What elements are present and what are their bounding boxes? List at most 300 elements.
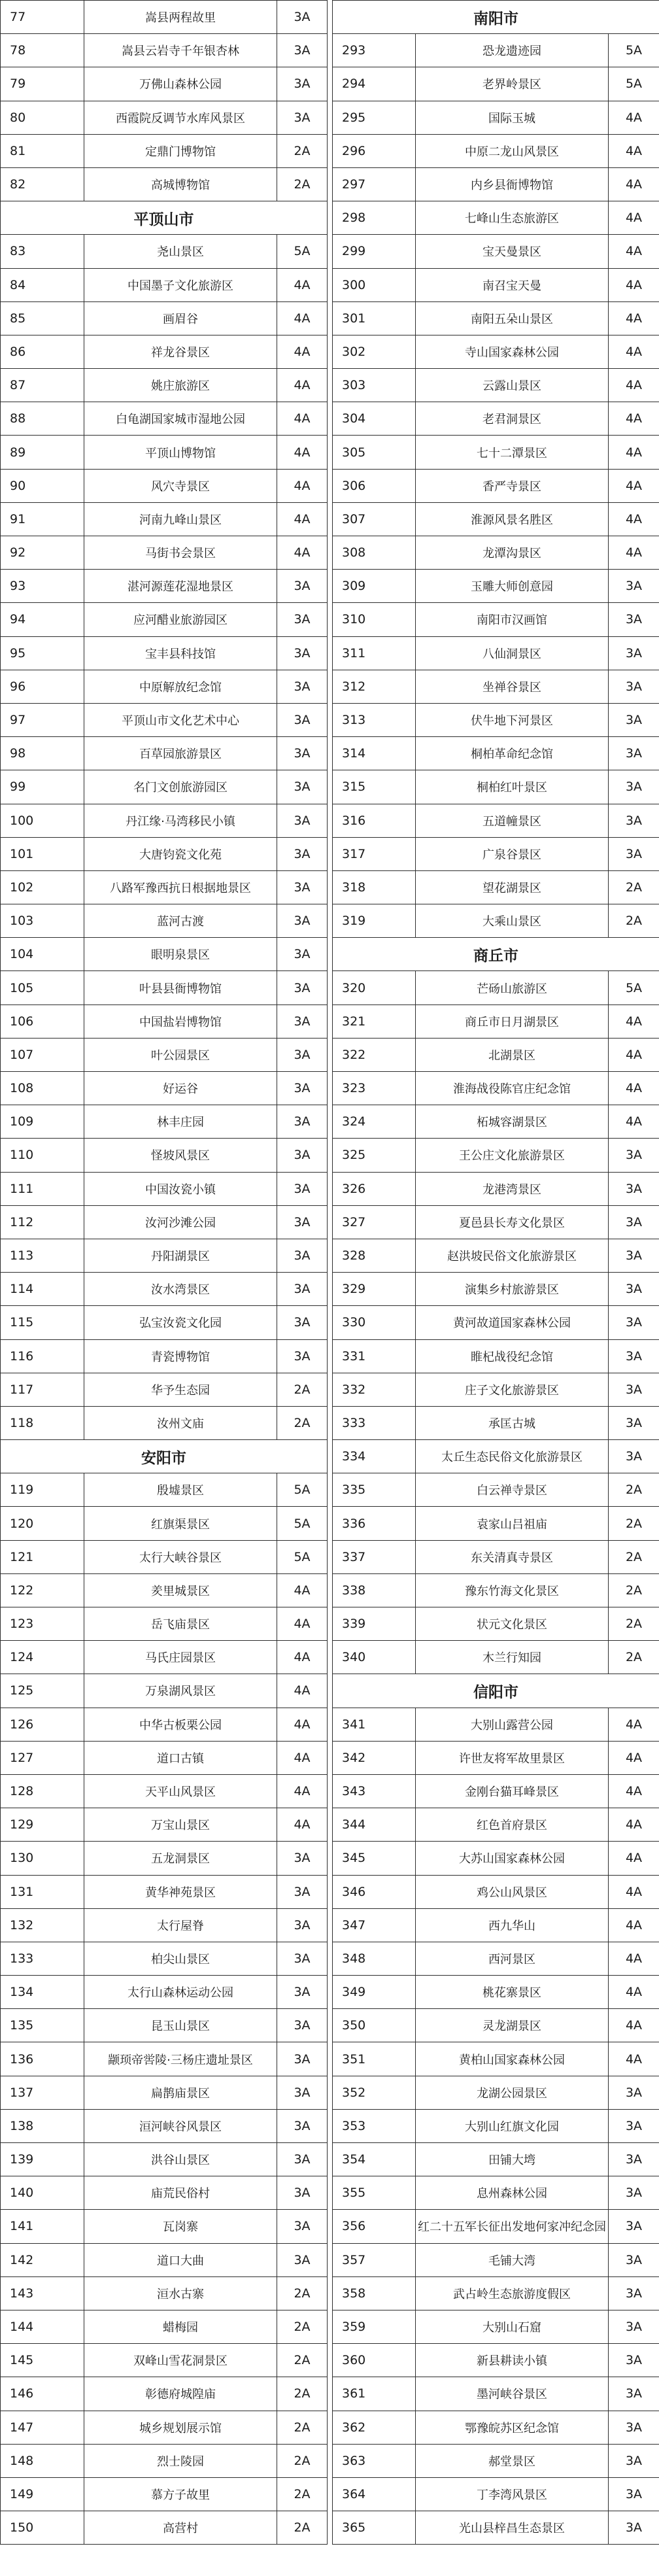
scenic-spot-name: 柘城容湖景区 — [416, 1105, 609, 1139]
rating-level: 3A — [609, 1239, 659, 1272]
column-gap — [328, 603, 333, 636]
row-number: 117 — [1, 1373, 84, 1406]
column-gap — [328, 436, 333, 469]
row-number: 88 — [1, 402, 84, 436]
rating-level: 4A — [609, 469, 659, 502]
row-number: 83 — [1, 235, 84, 268]
table-row — [1, 570, 659, 603]
rating-level: 3A — [277, 837, 328, 870]
rating-level: 2A — [277, 2344, 328, 2377]
rating-level: 3A — [609, 2210, 659, 2243]
scenic-spot-name: 烈士陵园 — [84, 2444, 277, 2477]
table-row — [1, 101, 659, 134]
scenic-spot-name: 汝州文庙 — [84, 1406, 277, 1439]
scenic-spot-name: 息州森林公园 — [416, 2176, 609, 2210]
rating-level: 3A — [609, 636, 659, 670]
column-gap — [328, 1708, 333, 1741]
table-row — [1, 1540, 659, 1573]
row-number: 331 — [333, 1339, 416, 1373]
rating-level: 4A — [609, 436, 659, 469]
scenic-spot-name: 芒砀山旅游区 — [416, 971, 609, 1005]
table-row — [1, 1239, 659, 1272]
scenic-spot-name: 丁李湾风景区 — [416, 2477, 609, 2511]
row-number: 94 — [1, 603, 84, 636]
rating-level: 3A — [277, 2243, 328, 2276]
table-row — [1, 770, 659, 804]
row-number: 304 — [333, 402, 416, 436]
rating-level: 3A — [277, 570, 328, 603]
rating-level: 2A — [277, 2377, 328, 2411]
row-number: 103 — [1, 904, 84, 938]
scenic-spot-name: 状元文化景区 — [416, 1607, 609, 1641]
row-number: 360 — [333, 2344, 416, 2377]
rating-level: 2A — [277, 2511, 328, 2545]
scenic-spot-name: 庄子文化旅游景区 — [416, 1373, 609, 1406]
scenic-spot-name: 玉雕大师创意园 — [416, 570, 609, 603]
table-row — [1, 1908, 659, 1942]
row-number: 350 — [333, 2009, 416, 2042]
rating-level: 4A — [609, 1072, 659, 1105]
row-number: 81 — [1, 134, 84, 167]
rating-level: 5A — [277, 1473, 328, 1507]
row-number: 138 — [1, 2109, 84, 2142]
row-number: 310 — [333, 603, 416, 636]
column-gap — [328, 536, 333, 570]
scenic-spot-name: 八路军豫西抗日根据地景区 — [84, 870, 277, 904]
row-number: 85 — [1, 301, 84, 335]
rating-level: 3A — [277, 670, 328, 703]
scenic-spot-name: 西九华山 — [416, 1908, 609, 1942]
row-number: 145 — [1, 2344, 84, 2377]
row-number: 86 — [1, 335, 84, 368]
table-row — [1, 2411, 659, 2444]
rating-level: 3A — [609, 837, 659, 870]
scenic-spot-name: 内乡县衙博物馆 — [416, 167, 609, 201]
column-gap — [328, 837, 333, 870]
row-number: 139 — [1, 2143, 84, 2176]
row-number: 89 — [1, 436, 84, 469]
table-row — [1, 2477, 659, 2511]
rating-level: 2A — [277, 2477, 328, 2511]
scenic-spot-name: 中国墨子文化旅游区 — [84, 268, 277, 301]
row-number: 307 — [333, 502, 416, 536]
rating-level: 5A — [609, 67, 659, 101]
row-number: 113 — [1, 1239, 84, 1272]
rating-level: 4A — [609, 1875, 659, 1908]
row-number: 344 — [333, 1808, 416, 1842]
row-number: 125 — [1, 1674, 84, 1708]
scenic-spot-name: 汝水湾景区 — [84, 1273, 277, 1306]
column-gap — [328, 2042, 333, 2076]
row-number: 354 — [333, 2143, 416, 2176]
row-number: 109 — [1, 1105, 84, 1139]
scenic-spot-name: 墨河峡谷景区 — [416, 2377, 609, 2411]
column-gap — [328, 1808, 333, 1842]
scenic-spot-name: 白云禅寺景区 — [416, 1473, 609, 1507]
row-number: 308 — [333, 536, 416, 570]
rating-level: 3A — [277, 770, 328, 804]
row-number: 148 — [1, 2444, 84, 2477]
scenic-spot-name: 灵龙湖景区 — [416, 2009, 609, 2042]
scenic-spot-name: 香严寺景区 — [416, 469, 609, 502]
rating-level: 4A — [609, 2009, 659, 2042]
rating-level: 4A — [277, 436, 328, 469]
scenic-spot-name: 毛铺大湾 — [416, 2243, 609, 2276]
rating-level: 3A — [277, 804, 328, 837]
table-row — [1, 1, 659, 34]
row-number: 294 — [333, 67, 416, 101]
scenic-spot-name: 太行山森林运动公园 — [84, 1976, 277, 2009]
rating-level: 3A — [277, 1976, 328, 2009]
scenic-spot-name: 好运谷 — [84, 1072, 277, 1105]
rating-level: 5A — [609, 34, 659, 67]
rating-level: 3A — [277, 2009, 328, 2042]
row-number: 321 — [333, 1005, 416, 1038]
table-row — [1, 1976, 659, 2009]
scenic-spot-name: 坐禅谷景区 — [416, 670, 609, 703]
scenic-spot-name: 弘宝汝瓷文化园 — [84, 1306, 277, 1339]
rating-level: 5A — [277, 1540, 328, 1573]
scenic-spot-name: 平顶山市文化艺术中心 — [84, 703, 277, 736]
column-gap — [328, 804, 333, 837]
column-gap — [328, 1, 333, 34]
rating-level: 3A — [609, 1339, 659, 1373]
row-number: 328 — [333, 1239, 416, 1272]
row-number: 130 — [1, 1842, 84, 1875]
rating-level: 4A — [277, 1641, 328, 1674]
column-gap — [328, 1139, 333, 1172]
column-gap — [328, 2210, 333, 2243]
rating-level: 2A — [277, 2310, 328, 2343]
row-number: 84 — [1, 268, 84, 301]
row-number: 123 — [1, 1607, 84, 1641]
column-gap — [328, 2109, 333, 2142]
column-gap — [328, 737, 333, 770]
scenic-spot-name: 百草园旅游景区 — [84, 737, 277, 770]
column-gap — [328, 469, 333, 502]
rating-level: 4A — [609, 502, 659, 536]
rating-level: 3A — [277, 2042, 328, 2076]
row-number: 128 — [1, 1774, 84, 1808]
scenic-spot-name: 西河景区 — [416, 1942, 609, 1975]
rating-level: 4A — [609, 101, 659, 134]
row-number: 313 — [333, 703, 416, 736]
table-row — [1, 1172, 659, 1205]
rating-level: 4A — [277, 335, 328, 368]
column-gap — [328, 1741, 333, 1774]
table-row — [1, 2176, 659, 2210]
scenic-spot-name: 龙潭沟景区 — [416, 536, 609, 570]
scenic-spot-name: 北湖景区 — [416, 1038, 609, 1071]
row-number: 131 — [1, 1875, 84, 1908]
table-row — [1, 804, 659, 837]
column-gap — [328, 2276, 333, 2310]
column-gap — [328, 1908, 333, 1942]
scenic-spot-name: 红色首府景区 — [416, 1808, 609, 1842]
table-row — [1, 536, 659, 570]
row-number: 329 — [333, 1273, 416, 1306]
scenic-spot-name: 袁家山吕祖庙 — [416, 1507, 609, 1540]
row-number: 349 — [333, 1976, 416, 2009]
column-gap — [328, 1573, 333, 1607]
rating-level: 3A — [277, 938, 328, 971]
row-number: 115 — [1, 1306, 84, 1339]
column-gap — [328, 1373, 333, 1406]
row-number: 330 — [333, 1306, 416, 1339]
row-number: 358 — [333, 2276, 416, 2310]
scenic-spot-name: 七峰山生态旅游区 — [416, 201, 609, 235]
rating-level: 2A — [609, 870, 659, 904]
column-gap — [328, 1339, 333, 1373]
table-row — [1, 1774, 659, 1808]
scenic-spot-name: 马街书会景区 — [84, 536, 277, 570]
row-number: 351 — [333, 2042, 416, 2076]
rating-level: 3A — [277, 2109, 328, 2142]
row-number: 296 — [333, 134, 416, 167]
rating-level: 3A — [609, 1273, 659, 1306]
scenic-spot-name: 眼明泉景区 — [84, 938, 277, 971]
table-row — [1, 703, 659, 736]
scenic-spot-name: 怪坡风景区 — [84, 1139, 277, 1172]
table-row — [1, 2210, 659, 2243]
rating-level: 3A — [609, 1172, 659, 1205]
row-number: 142 — [1, 2243, 84, 2276]
column-gap — [328, 1038, 333, 1071]
column-gap — [328, 1942, 333, 1975]
row-number: 340 — [333, 1641, 416, 1674]
rating-level: 4A — [609, 1038, 659, 1071]
row-number: 338 — [333, 1573, 416, 1607]
rating-level: 4A — [609, 1808, 659, 1842]
row-number: 322 — [333, 1038, 416, 1071]
scenic-spot-name: 西霞院反调节水库风景区 — [84, 101, 277, 134]
scenic-spot-name: 城乡规划展示馆 — [84, 2411, 277, 2444]
scenic-spot-name: 蓝河古渡 — [84, 904, 277, 938]
rating-level: 3A — [609, 2276, 659, 2310]
scenic-spot-name: 大别山石窟 — [416, 2310, 609, 2343]
row-number: 97 — [1, 703, 84, 736]
row-number: 129 — [1, 1808, 84, 1842]
table-row — [1, 1406, 659, 1439]
row-number: 333 — [333, 1406, 416, 1439]
scenic-spot-name: 高营村 — [84, 2511, 277, 2545]
row-number: 146 — [1, 2377, 84, 2411]
rating-level: 3A — [609, 1139, 659, 1172]
rating-level: 3A — [277, 1306, 328, 1339]
row-number: 122 — [1, 1573, 84, 1607]
row-number: 341 — [333, 1708, 416, 1741]
table-row — [1, 1674, 659, 1708]
rating-level: 2A — [277, 2276, 328, 2310]
row-number: 141 — [1, 2210, 84, 2243]
scenic-spot-name: 画眉谷 — [84, 301, 277, 335]
column-gap — [328, 2143, 333, 2176]
row-number: 108 — [1, 1072, 84, 1105]
row-number: 137 — [1, 2076, 84, 2109]
scenic-spot-name: 演集乡村旅游景区 — [416, 1273, 609, 1306]
scenic-spot-name: 红旗渠景区 — [84, 1507, 277, 1540]
scenic-spot-name: 中国盐岩博物馆 — [84, 1005, 277, 1038]
rating-level: 4A — [277, 1774, 328, 1808]
scenic-spot-name: 五道幢景区 — [416, 804, 609, 837]
column-gap — [328, 1239, 333, 1272]
rating-level: 4A — [277, 268, 328, 301]
scenic-spot-name: 新县耕读小镇 — [416, 2344, 609, 2377]
table-row — [1, 2009, 659, 2042]
rating-level: 3A — [277, 737, 328, 770]
scenic-spot-name: 洹水古寨 — [84, 2276, 277, 2310]
scenic-spot-name: 道口大曲 — [84, 2243, 277, 2276]
row-number: 293 — [333, 34, 416, 67]
column-gap — [328, 301, 333, 335]
rating-level: 4A — [609, 369, 659, 402]
column-gap — [328, 1473, 333, 1507]
row-number: 356 — [333, 2210, 416, 2243]
row-number: 348 — [333, 1942, 416, 1975]
rating-level: 4A — [609, 536, 659, 570]
table-row — [1, 2042, 659, 2076]
rating-level: 3A — [609, 2310, 659, 2343]
row-number: 82 — [1, 167, 84, 201]
rating-level: 2A — [609, 1607, 659, 1641]
scenic-spot-name: 东关清真寺景区 — [416, 1540, 609, 1573]
table-row — [1, 402, 659, 436]
row-number: 357 — [333, 2243, 416, 2276]
rating-level: 3A — [609, 603, 659, 636]
column-gap — [328, 1306, 333, 1339]
rating-level: 4A — [277, 369, 328, 402]
rating-level: 3A — [277, 2076, 328, 2109]
scenic-spot-name: 华予生态园 — [84, 1373, 277, 1406]
rating-level: 4A — [277, 502, 328, 536]
row-number: 91 — [1, 502, 84, 536]
column-gap — [328, 134, 333, 167]
row-number: 320 — [333, 971, 416, 1005]
city-header: 信阳市 — [333, 1674, 659, 1708]
table-row — [1, 2310, 659, 2343]
table-row — [1, 235, 659, 268]
rating-level: 4A — [277, 469, 328, 502]
rating-level: 4A — [609, 1942, 659, 1975]
rating-level: 3A — [609, 703, 659, 736]
scenic-spot-name: 湛河源莲花湿地景区 — [84, 570, 277, 603]
table-row — [1, 870, 659, 904]
rating-level: 3A — [277, 1038, 328, 1071]
row-number: 312 — [333, 670, 416, 703]
table-row — [1, 2143, 659, 2176]
column-gap — [328, 101, 333, 134]
column-gap — [328, 2344, 333, 2377]
row-number: 363 — [333, 2444, 416, 2477]
row-number: 80 — [1, 101, 84, 134]
city-header: 南阳市 — [333, 1, 659, 34]
scenic-spot-name: 中原二龙山风景区 — [416, 134, 609, 167]
rating-level: 4A — [609, 335, 659, 368]
scenic-spot-name: 宝丰县科技馆 — [84, 636, 277, 670]
column-gap — [328, 703, 333, 736]
row-number: 365 — [333, 2511, 416, 2545]
rating-level: 2A — [277, 2444, 328, 2477]
rating-level: 4A — [277, 301, 328, 335]
table-row — [1, 2444, 659, 2477]
scenic-spot-name: 大乘山景区 — [416, 904, 609, 938]
city-header: 平顶山市 — [1, 201, 328, 235]
column-gap — [328, 2176, 333, 2210]
scenic-spot-name: 桃花寨景区 — [416, 1976, 609, 2009]
scenic-spot-name: 南阳市汉画馆 — [416, 603, 609, 636]
column-gap — [328, 1072, 333, 1105]
table-row — [1, 971, 659, 1005]
scenic-spot-name: 瓦岗寨 — [84, 2210, 277, 2243]
row-number: 92 — [1, 536, 84, 570]
table-row — [1, 1942, 659, 1975]
row-number: 324 — [333, 1105, 416, 1139]
table-row — [1, 1339, 659, 1373]
column-gap — [328, 1172, 333, 1205]
column-gap — [328, 1875, 333, 1908]
column-gap — [328, 2444, 333, 2477]
table-row — [1, 2109, 659, 2142]
rating-level: 4A — [277, 536, 328, 570]
scenic-spot-name: 道口古镇 — [84, 1741, 277, 1774]
table-row — [1, 837, 659, 870]
row-number: 133 — [1, 1942, 84, 1975]
scenic-spot-name: 太行屋脊 — [84, 1908, 277, 1942]
scenic-spot-name: 红二十五军长征出发地何家冲纪念园 — [416, 2210, 609, 2243]
rating-level: 3A — [277, 870, 328, 904]
column-gap — [328, 1105, 333, 1139]
scenic-spot-name: 黄柏山国家森林公园 — [416, 2042, 609, 2076]
rating-level: 2A — [277, 1373, 328, 1406]
scenic-spot-name: 大苏山国家森林公园 — [416, 1842, 609, 1875]
rating-level: 4A — [609, 1976, 659, 2009]
table-row — [1, 2076, 659, 2109]
scenic-spot-name: 大别山露营公园 — [416, 1708, 609, 1741]
scenic-spot-name: 八仙洞景区 — [416, 636, 609, 670]
table-row — [1, 268, 659, 301]
row-number: 135 — [1, 2009, 84, 2042]
rating-level: 3A — [609, 2511, 659, 2545]
rating-level: 4A — [609, 235, 659, 268]
rating-level: 3A — [609, 2109, 659, 2142]
table-row — [1, 2276, 659, 2310]
row-number: 302 — [333, 335, 416, 368]
row-number: 87 — [1, 369, 84, 402]
row-number: 299 — [333, 235, 416, 268]
table-row — [1, 2344, 659, 2377]
scenic-spot-name: 寺山国家森林公园 — [416, 335, 609, 368]
scenic-spot-name: 河南九峰山景区 — [84, 502, 277, 536]
row-number: 305 — [333, 436, 416, 469]
scenic-spot-name: 望花湖景区 — [416, 870, 609, 904]
column-gap — [328, 1540, 333, 1573]
table-row — [1, 469, 659, 502]
column-gap — [328, 1440, 333, 1473]
scenic-spot-name: 郝堂景区 — [416, 2444, 609, 2477]
rating-level: 2A — [609, 1540, 659, 1573]
table-row — [1, 369, 659, 402]
row-number: 126 — [1, 1708, 84, 1741]
scenic-spot-name: 天平山风景区 — [84, 1774, 277, 1808]
rating-level: 3A — [277, 1, 328, 34]
column-gap — [328, 1842, 333, 1875]
rating-level: 4A — [277, 402, 328, 436]
row-number: 353 — [333, 2109, 416, 2142]
row-number: 147 — [1, 2411, 84, 2444]
scenic-spot-name: 田铺大塆 — [416, 2143, 609, 2176]
row-number: 150 — [1, 2511, 84, 2545]
row-number: 295 — [333, 101, 416, 134]
